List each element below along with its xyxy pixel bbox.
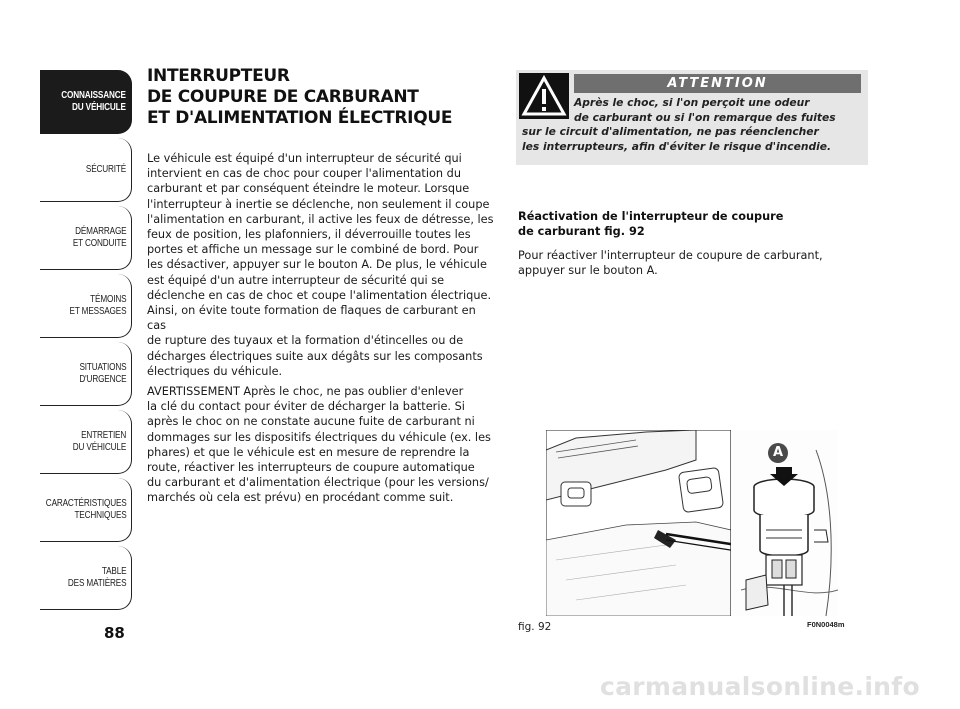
tab-label: ENTRETIEN DU VÉHICULE: [72, 429, 127, 453]
figure-fuel-cutoff-switch: [546, 430, 838, 616]
tab-entretien-du-vehicule[interactable]: [40, 410, 132, 474]
subsection-title: Réactivation de l'interrupteur de coupure de carburant fig. 92: [518, 210, 784, 238]
tab-temoins-et-messages[interactable]: [40, 274, 132, 338]
warning-text-continued: sur le circuit d'alimentation, ne pas réenclencher les interrupteurs, afin d'éviter le risque d'incendie.: [522, 125, 832, 153]
tab-label: SITUATIONS D'URGENCE: [79, 361, 127, 385]
watermark: carmanualsonline.info: [600, 672, 920, 701]
warning-triangle-icon: [519, 73, 569, 119]
tab-connaissance-du-vehicule[interactable]: [40, 70, 132, 134]
figure-illustration: [546, 430, 838, 616]
chapter-tabs: [40, 70, 132, 618]
body-text: [147, 151, 497, 511]
figure-caption: fig. 92: [518, 621, 552, 633]
tab-situations-durgence[interactable]: [40, 342, 132, 406]
paragraph-description: Le véhicule est équipé d'un interrupteur de sécurité qui intervient en cas de choc pour couper l'alimentation du carburant et par conséquent éteindre le moteur. Lorsque l'interrupteur à inertie se déclenche, non seulement il coupe l'alimentation en carburant, il active les feux de détresse, les feux de position, les plafonniers, il déverrouille toutes les portes et affiche un message sur le combiné de bord. Pour les désactiver, appuyer sur le bouton A. De plus, le véhicule est équipé d'un autre interrupteur de sécurité qui se déclenche en cas de choc et coupe l'alimentation électrique. Ainsi, on évite toute formation de flaques de carburant en cas de rupture des tuyaux et la formation d'étincelles ou de décharges électriques suite aux dégâts sur les composants électriques du véhicule.: [147, 152, 494, 378]
figure-code: F0N0048m: [807, 620, 845, 629]
tab-label: CARACTÉRISTIQUES TECHNIQUES: [45, 497, 127, 521]
button-a-marker-label: A: [772, 445, 784, 460]
tab-table-des-matieres[interactable]: [40, 546, 132, 610]
tab-securite[interactable]: [40, 138, 132, 202]
tab-label: TABLE DES MATIÈRES: [67, 565, 127, 589]
tab-demarrage-et-conduite[interactable]: [40, 206, 132, 270]
tab-label: DÉMARRAGE ET CONDUITE: [72, 225, 127, 249]
section-title: INTERRUPTEUR DE COUPURE DE CARBURANT ET D'ALIMENTATION ÉLECTRIQUE: [147, 66, 453, 128]
tab-label: CONNAISSANCE DU VÉHICULE: [61, 89, 127, 113]
tab-label: SÉCURITÉ: [85, 163, 127, 175]
warning-heading: ATTENTION: [574, 74, 861, 93]
warning-text: Après le choc, si l'on perçoit une odeur de carburant ou si l'on remarque des fuites: [574, 96, 836, 124]
tab-caracteristiques-techniques[interactable]: [40, 478, 132, 542]
paragraph-avertissement: AVERTISSEMENT Après le choc, ne pas oublier d'enlever la clé du contact pour éviter de décharger la batterie. Si après le choc on ne constate aucune fuite de carburant ni dommages sur les dispositifs électriques du véhicule (ex. les phares) et que le véhicule est en mesure de reprendre la route, réactiver les interrupteurs de coupure automatique du carburant et d'alimentation électrique (pour les versions/ marchés où cela est prévu) en procédant comme suit.: [147, 385, 491, 505]
tab-label: TÉMOINS ET MESSAGES: [69, 293, 127, 317]
subsection-body: Pour réactiver l'interrupteur de coupure de carburant, appuyer sur le bouton A.: [518, 249, 823, 278]
page-number: 88: [104, 624, 125, 642]
